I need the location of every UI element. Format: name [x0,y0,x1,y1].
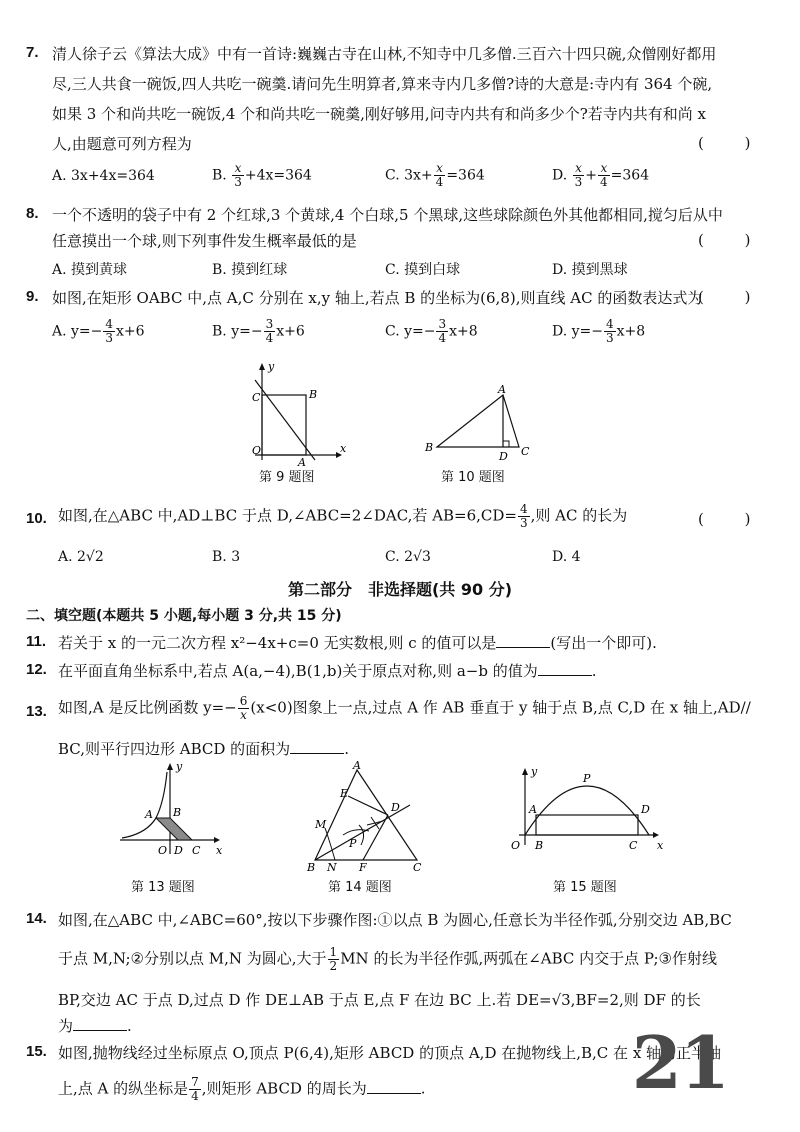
fig14-arc-p2 [343,830,369,835]
fig10-label-b: B [425,441,434,454]
fig14-segment-df [363,815,388,860]
q7-option-a: A. 3x+4x=364 [52,168,155,184]
q14-line1: 如图,在△ABC 中,∠ABC=60°,按以下步骤作图:①以点 B 为圆心,任意长为半径作弧,分别交边 AB,BC [58,911,732,929]
q8-line1: 一个不透明的袋子中有 2 个红球,3 个黄球,4 个白球,5 个黑球,这些球除颜色外其他都相同,搅匀后从中 [52,206,723,224]
q11-answer-blank[interactable] [496,633,550,648]
q9-option-d: D. y=− $\frac{4}{3}$ x+8 [552,317,646,345]
fill-in-heading: 二、填空题(本题共 5 小题,每小题 3 分,共 15 分) [26,608,342,624]
q10-option-c: C. 2√3 [385,549,431,565]
q13-line1: 如图,A 是反比例函数 y=− $\frac{6}{x}$ (x<0)图象上一点,过点 A 作 AB 垂直于 y 轴于点 B,点 C,D 在 x 轴上,AD// [58,694,751,722]
figure-14 [305,759,430,875]
q9-option-b: B. y=− $\frac{3}{4}$ x+6 [212,317,305,345]
q8-option-c: C. 摸到白球 [385,262,461,278]
fig14-triangle [315,770,417,860]
fig15-label-o: O [511,839,521,852]
fig15-label-p: P [583,772,591,785]
page-number: 21 [631,1020,728,1105]
fig9-label-a: A [298,456,306,469]
q14-number: 14. [26,910,47,927]
q11-line: 若关于 x 的一元二次方程 x²−4x+c=0 无实数根,则 c 的值可以是 (写出一个即可). [58,634,657,652]
q10-line: 如图,在△ABC 中,AD⊥BC 于点 D,∠ABC=2∠DAC,若 AB=6,CD= $\frac{4}{3}$ ,则 AC 的长为 [58,502,628,530]
q8-answer-paren: ( ) [698,231,769,249]
q9-line1: 如图,在矩形 OABC 中,点 A,C 分别在 x,y 轴上,若点 B 的坐标为(6,8),则直线 AC 的函数表达式为 [52,289,703,307]
q13-answer-blank[interactable] [290,739,344,754]
fig15-label-d: D [641,803,650,816]
q8-option-a: A. 摸到黄球 [52,262,128,278]
fig15-label-b: B [535,839,544,852]
q10-option-b: B. 3 [212,549,241,565]
fig14-arc-mn [325,828,335,860]
fig13-label-a: A [145,808,153,821]
q12-answer-blank[interactable] [538,661,592,676]
q14-line3: BP,交边 AC 于点 D,过点 D 作 DE⊥AB 于点 E,点 F 在边 BC 上.若 DE=√3,BF=2,则 DF 的长 [58,991,701,1009]
q13-number: 13. [26,703,47,720]
fig13-caption: 第 13 题图 [131,880,195,895]
q7-option-d: D. $\frac{x}{3}$ + $\frac{x}{4}$ =364 [552,161,650,189]
fig10-caption: 第 10 题图 [441,470,505,485]
fig14-label-c: C [413,861,422,874]
fig14-label-p: P [349,837,357,850]
fig15-x-arrow [653,832,659,838]
q12-line: 在平面直角坐标系中,若点 A(a,−4),B(1,b)关于原点对称,则 a−b 的值为 . [58,662,597,680]
q7-line1: 清人徐子云《算法大成》中有一首诗:巍巍古寺在山林,不知寺中几多僧.三百六十四只碗,众僧刚好都用 [52,45,717,63]
q8-line2: 任意摸出一个球,则下列事件发生概率最低的是 [52,232,357,250]
q10-option-a: A. 2√2 [58,549,104,565]
q8-option-b: B. 摸到红球 [212,262,288,278]
figure-10 [425,385,535,465]
fig14-caption: 第 14 题图 [328,880,392,895]
q10-answer-paren: ( ) [698,510,769,528]
figure-9 [240,360,350,469]
fig14-label-e: E [340,787,349,800]
q14-answer-blank[interactable] [73,1016,127,1031]
q9-option-a: A. y=− $\frac{4}{3}$ x+6 [52,317,145,345]
fig10-triangle [437,395,519,447]
fig14-arc-p [359,825,364,845]
q15-answer-blank[interactable] [367,1079,421,1094]
fig15-label-c: C [629,839,638,852]
fig14-label-m: M [315,818,327,831]
q15-line2: 上,点 A 的纵坐标是 $\frac{7}{4}$ ,则矩形 ABCD 的周长为 . [58,1075,426,1103]
fig13-hyperbola [122,772,167,838]
fig14-label-a: A [353,759,361,772]
q7-line3: 如果 3 个和尚共吃一碗饭,4 个和尚共吃一碗羹,刚好够用,问寺内共有和尚多少个?若寺内共有和尚 x [52,105,706,123]
fig10-right-angle [503,441,509,447]
q11-number: 11. [26,633,47,650]
fig13-y-arrow [167,763,173,770]
q14-line4: 为 . [58,1017,132,1035]
q7-answer-paren: ( ) [698,134,769,152]
fig10-label-d: D [499,450,508,463]
fig15-label-y: y [531,765,538,778]
fig14-label-f: F [359,861,367,874]
fig9-label-c: C [252,391,261,404]
fig15-parabola [525,786,649,835]
q7-line2: 尽,三人共食一碗饭,四人共吃一碗羹.请问先生明算者,算来寺内几多僧?诗的大意是:寺内有 364 个碗, [52,75,713,93]
q9-option-c: C. y=− $\frac{3}{4}$ x+8 [385,317,478,345]
fig14-segment-de [348,796,388,815]
fig15-rectangle [536,815,638,835]
fig15-label-x: x [657,839,664,852]
q7-line4: 人,由题意可列方程为 [52,135,192,153]
fig13-label-c: C [192,844,201,857]
fig9-y-arrow [259,363,265,370]
fig10-label-a: A [498,383,506,396]
q15-number: 15. [26,1043,47,1060]
q14-line2: 于点 M,N;②分别以点 M,N 为圆心,大于 $\frac{1}{2}$ MN 的长为半径作弧,两弧在∠ABC 内交于点 P;③作射线 [58,945,717,973]
q9-number: 9. [26,288,39,305]
fig13-x-arrow [214,837,220,843]
q7-option-c: C. 3x+ $\frac{x}{4}$ =364 [385,161,485,189]
fig13-label-d: D [174,844,183,857]
fig13-parallelogram [156,818,192,840]
fig15-caption: 第 15 题图 [553,880,617,895]
q7-number: 7. [26,44,39,61]
fig9-label-b: B [309,388,318,401]
q12-number: 12. [26,661,47,678]
fig9-label-o: O [252,444,262,457]
fig13-label-b: B [173,806,182,819]
figure-15 [505,765,665,860]
q15-line1: 如图,抛物线经过坐标原点 O,顶点 P(6,4),矩形 ABCD 的顶点 A,D 在抛物线上,B,C 在 x 轴的正半轴 [58,1044,722,1062]
q8-option-d: D. 摸到黑球 [552,262,628,278]
figure-13 [112,762,227,862]
fig14-label-b: B [307,861,316,874]
fig9-label-x: x [340,442,347,455]
q7-option-b: B. $\frac{x}{3}$ +4x=364 [212,161,312,189]
fig13-label-y: y [176,760,183,773]
q10-option-d: D. 4 [552,549,581,565]
fig9-rectangle [262,395,306,455]
fig9-label-y: y [268,360,275,373]
q13-line2: BC,则平行四边形 ABCD 的面积为 . [58,740,349,758]
q9-answer-paren: ( ) [698,288,769,306]
fig13-label-o: O [158,844,168,857]
fig13-label-x: x [216,844,223,857]
fig14-tick-b [367,821,383,825]
q8-number: 8. [26,205,39,222]
fig9-caption: 第 9 题图 [259,470,315,485]
fig14-label-d: D [391,801,400,814]
fig14-label-n: N [327,861,337,874]
q10-number: 10. [26,510,47,527]
fig15-y-arrow [522,768,528,775]
fig15-label-a: A [529,803,537,816]
fig10-label-c: C [521,445,530,458]
section-two-title: 第二部分 非选择题(共 90 分) [287,580,513,599]
